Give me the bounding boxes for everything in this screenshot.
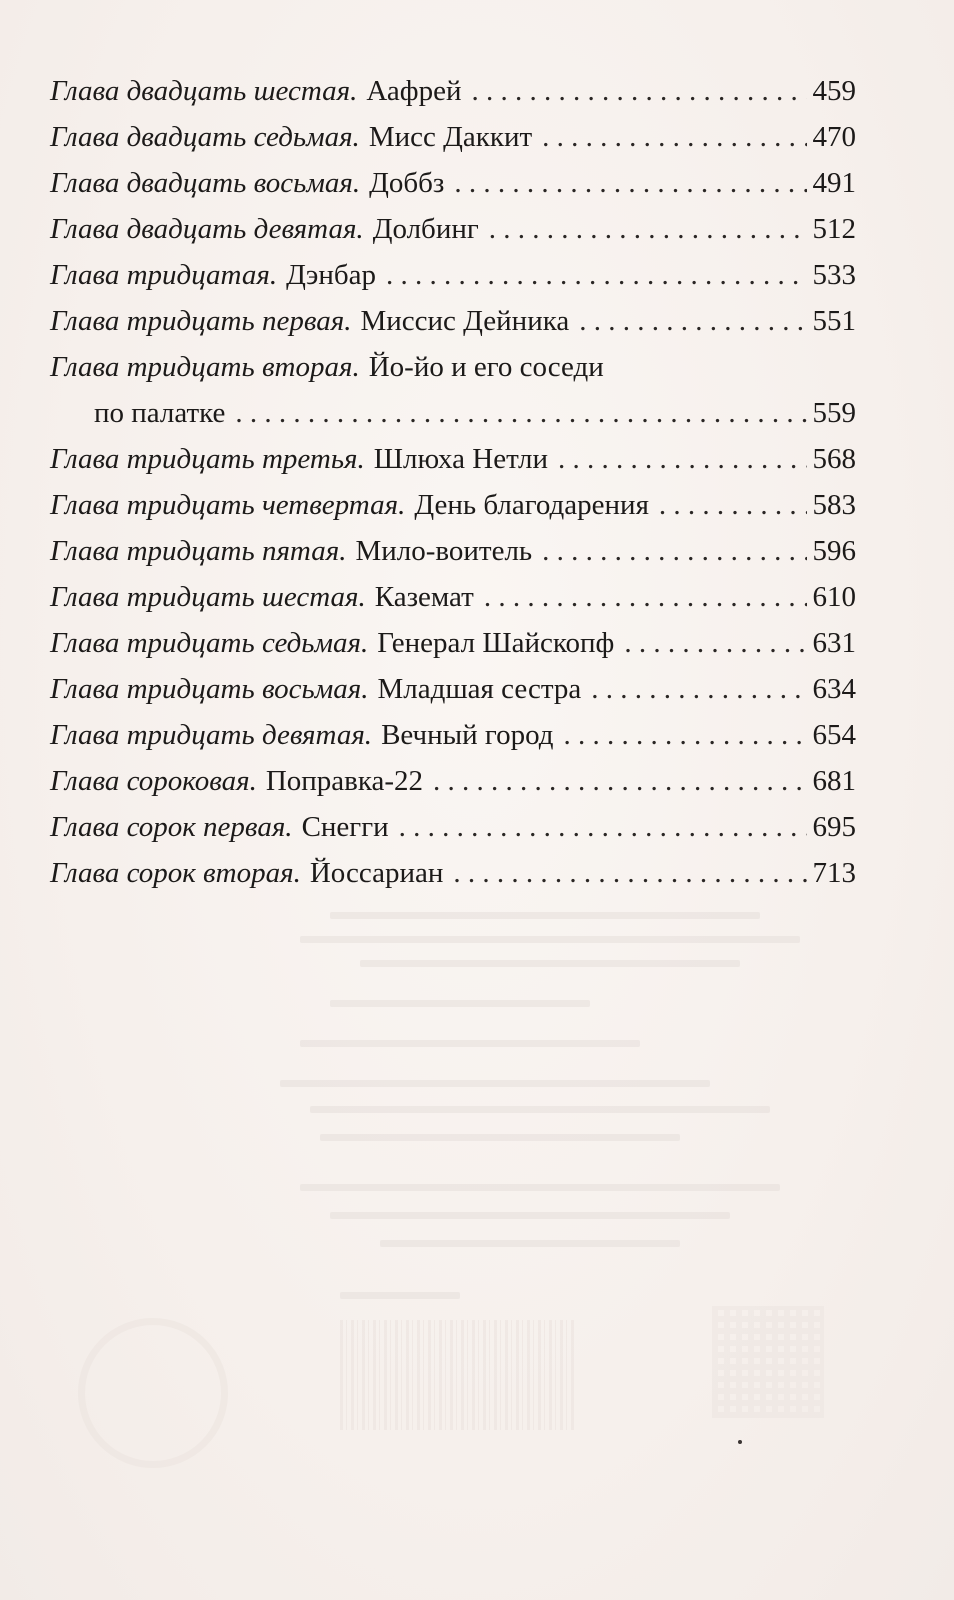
- chapter-label: Глава тридцать пятая.: [50, 535, 347, 567]
- chapter-label: Глава тридцать третья.: [50, 443, 365, 475]
- page-number: 470: [812, 121, 856, 153]
- toc-entry: [50, 114, 856, 160]
- dot-leader: [564, 712, 807, 758]
- chapter-title: Мисс Даккит: [368, 121, 533, 153]
- page-number: 559: [812, 397, 856, 429]
- ink-speck: [738, 1440, 742, 1444]
- page-number: 512: [812, 213, 856, 245]
- chapter-label: Глава сорок первая.: [50, 811, 293, 843]
- page-number: 631: [812, 627, 856, 659]
- dot-leader: [453, 850, 806, 896]
- dot-leader: [489, 206, 807, 252]
- chapter-title: Вечный город: [381, 719, 554, 751]
- chapter-title: День благодарения: [414, 489, 649, 521]
- toc-entry: [50, 850, 856, 896]
- dot-leader: [433, 758, 806, 804]
- chapter-label: Глава двадцать девятая.: [50, 213, 364, 245]
- chapter-title: Каземат: [374, 581, 474, 613]
- toc-entry: [50, 758, 856, 804]
- chapter-label: Глава сороковая.: [50, 765, 257, 797]
- dot-leader: [659, 482, 807, 528]
- chapter-title: Аафрей: [366, 75, 462, 107]
- chapter-label: Глава двадцать шестая.: [50, 75, 358, 107]
- chapter-title: Снегги: [301, 811, 389, 843]
- page-number: 610: [812, 581, 856, 613]
- toc-entry: [50, 482, 856, 528]
- page-number: 713: [812, 857, 856, 889]
- dot-leader: [454, 160, 806, 206]
- chapter-label: Глава двадцать седьмая.: [50, 121, 360, 153]
- page-number: 681: [812, 765, 856, 797]
- chapter-label: Глава тридцать вторая.: [50, 351, 360, 383]
- chapter-title: Доббз: [369, 167, 445, 199]
- chapter-title: Йо-йо и его соседи: [368, 351, 604, 383]
- chapter-label: Глава тридцатая.: [50, 259, 278, 291]
- chapter-title: Мило-воитель: [355, 535, 533, 567]
- toc-entry: [50, 528, 856, 574]
- table-of-contents: [50, 68, 856, 896]
- toc-entry: [50, 160, 856, 206]
- toc-entry: [50, 252, 856, 298]
- page-number: 491: [812, 167, 856, 199]
- toc-entry: [50, 666, 856, 712]
- chapter-title: Младшая сестра: [377, 673, 582, 705]
- page-number: 459: [812, 75, 856, 107]
- dot-leader: [558, 436, 806, 482]
- dot-leader: [542, 528, 806, 574]
- page-number: 634: [812, 673, 856, 705]
- chapter-label: Глава тридцать первая.: [50, 305, 352, 337]
- chapter-label: Глава тридцать седьмая.: [50, 627, 369, 659]
- page-number: 583: [812, 489, 856, 521]
- barcode: [340, 1320, 575, 1430]
- toc-entry: [50, 206, 856, 252]
- chapter-title-continuation: по палатке: [94, 397, 226, 429]
- toc-entry: [50, 436, 856, 482]
- chapter-label: Глава тридцать шестая.: [50, 581, 366, 613]
- dot-leader: [399, 804, 807, 850]
- chapter-title: Миссис Дейника: [360, 305, 570, 337]
- toc-entry: [50, 344, 856, 436]
- page-number: 551: [812, 305, 856, 337]
- page-number: 568: [812, 443, 856, 475]
- dot-leader: [579, 298, 806, 344]
- chapter-title: Долбинг: [372, 213, 479, 245]
- chapter-title: Дэнбар: [286, 259, 376, 291]
- toc-entry: [50, 712, 856, 758]
- page-number: 533: [812, 259, 856, 291]
- toc-entry: [50, 298, 856, 344]
- toc-entry: [50, 68, 856, 114]
- page-number: 596: [812, 535, 856, 567]
- toc-entry: [50, 574, 856, 620]
- dot-leader: [624, 620, 806, 666]
- chapter-title: Йоссариан: [309, 857, 444, 889]
- qr-code: [712, 1306, 824, 1418]
- age-rating-circle: [78, 1318, 228, 1468]
- chapter-label: Глава двадцать восьмая.: [50, 167, 361, 199]
- chapter-title: Шлюха Нетли: [373, 443, 549, 475]
- page-number: 695: [812, 811, 856, 843]
- dot-leader: [235, 390, 806, 436]
- dot-leader: [471, 68, 806, 114]
- dot-leader: [484, 574, 807, 620]
- dot-leader: [542, 114, 806, 160]
- chapter-title: Поправка-22: [265, 765, 424, 797]
- toc-entry: [50, 620, 856, 666]
- chapter-label: Глава тридцать четвертая.: [50, 489, 406, 521]
- chapter-label: Глава тридцать девятая.: [50, 719, 373, 751]
- chapter-label: Глава тридцать восьмая.: [50, 673, 369, 705]
- dot-leader: [591, 666, 806, 712]
- dot-leader: [386, 252, 807, 298]
- chapter-title: Генерал Шайскопф: [377, 627, 615, 659]
- toc-entry: [50, 804, 856, 850]
- page-number: 654: [812, 719, 856, 751]
- chapter-label: Глава сорок вторая.: [50, 857, 301, 889]
